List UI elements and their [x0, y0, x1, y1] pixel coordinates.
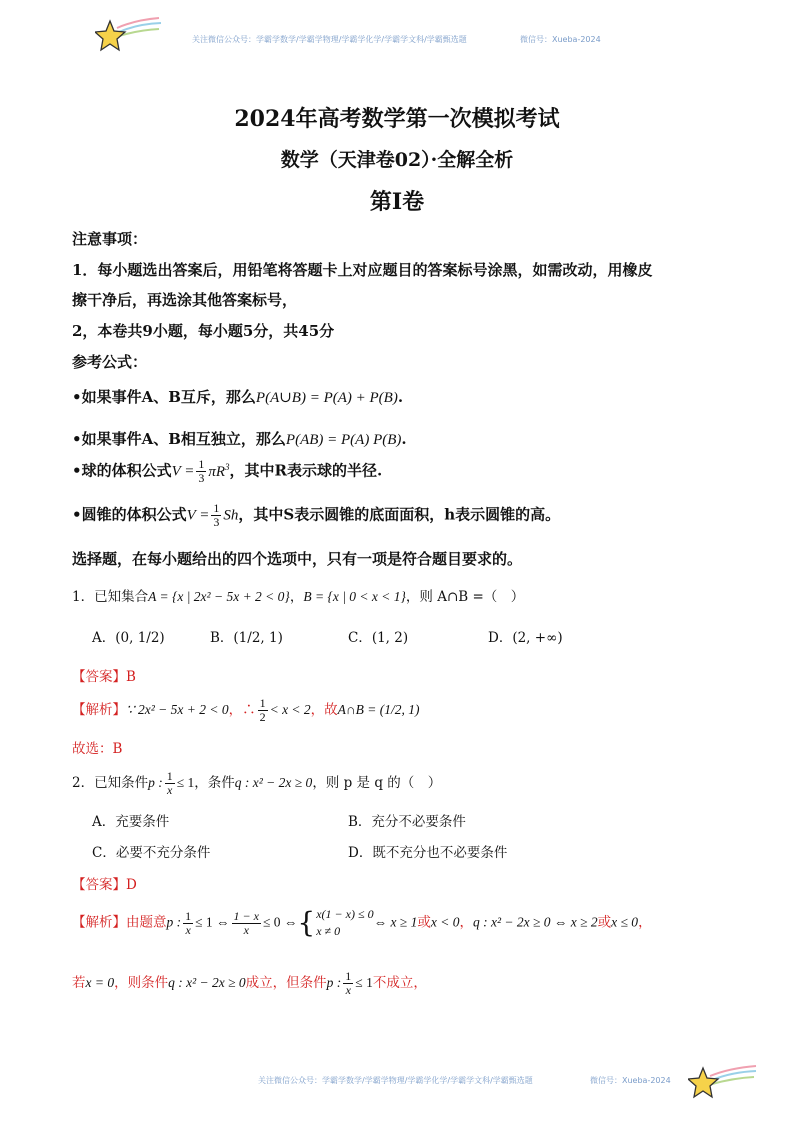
- header-promo-text: 关注微信公众号：学霸学数学/学霸学物理/学霸学化学/学霸学文科/学霸甄选题: [192, 35, 467, 44]
- q1-set-b: B = {x | 0 < x < 1}: [303, 589, 406, 604]
- q2-prefix: 2．已知条件: [72, 775, 149, 791]
- q1-answer: [72, 665, 136, 685]
- q2-analysis-end: ，: [638, 914, 652, 931]
- q2-analysis-c: q : x² − 2x ≥ 0 ⇔ x ≥ 2: [472, 914, 598, 930]
- q2-option-c: C．必要不充分条件: [92, 845, 211, 861]
- document-title: 2024年高考数学第一次模拟考试: [234, 106, 560, 132]
- formula-sphere-volume: •球的体积公式V = $\frac{1}{3}$ $\pi R^3$，其中R表示球的半径.: [72, 457, 383, 485]
- q2-option-a: A．充要条件: [92, 814, 170, 830]
- star-logo-bottom: [688, 1060, 760, 1100]
- q2-mid: ，条件: [194, 775, 235, 791]
- q1-set-a: A = {x | 2x² − 5x + 2 < 0}: [148, 589, 290, 604]
- q2-line2-cond-q: q : x² − 2x ≥ 0: [168, 975, 246, 990]
- formula-2-math: P(AB) = P(A) P(B): [285, 432, 402, 448]
- q1-analysis-result: A∩B = (1/2, 1): [337, 702, 420, 717]
- question-2-stem: 2．已知条件p : $\frac{1}{x}$ ≤ 1，条件q : x² − 2x ≥ 0，则 p 是 q 的（ ）: [72, 769, 442, 797]
- formula-4-suffix: ，其中S表示圆锥的底面面积，h表示圆锥的高。: [238, 505, 561, 524]
- q1-option-c: C．(1, 2): [348, 630, 409, 646]
- formula-2-text: •如果事件A、B相互独立，那么: [72, 430, 286, 448]
- formula-independent: •如果事件A、B相互独立，那么P(AB) = P(A) P(B).: [72, 430, 407, 448]
- q1-option-d: D．(2, +∞): [488, 630, 563, 646]
- formula-3-text: •球的体积公式: [72, 461, 172, 480]
- q2-answer-value: D: [126, 877, 137, 893]
- q2-line2-fails: 不成立，: [372, 975, 427, 991]
- q2-suffix: ，则 p 是 q 的（ ）: [312, 775, 442, 791]
- q2-line2-holds: 成立，但条件: [245, 975, 327, 991]
- q2-answer-tag: 【答案】: [72, 877, 126, 893]
- q1-analysis-tag: 【解析】: [72, 702, 126, 718]
- q2-option-b: B．充分不必要条件: [348, 814, 466, 830]
- notes-item-1: 1．每小题选出答案后，用铅笔将答题卡上对应题目的答案标号涂黑，如需改动，用橡皮: [72, 261, 653, 279]
- q2-analysis-b: x < 0: [430, 914, 460, 930]
- q1-analysis-therefore: ，∴: [228, 702, 256, 718]
- q1-option-a: A．(0, 1/2): [92, 630, 165, 646]
- q2-line2-then: ，则条件: [114, 975, 169, 991]
- q1-analysis-range: < x < 2: [269, 702, 311, 717]
- formula-1-math: P(A∪B) = P(A) + P(B): [255, 390, 398, 406]
- formulas-heading: 参考公式：: [72, 353, 148, 371]
- formula-1-text: •如果事件A、B互斥，那么: [72, 388, 256, 406]
- q1-suffix: ，则 A∩B =（ ）: [405, 589, 525, 605]
- q1-prefix: 1．已知集合: [72, 589, 149, 605]
- notes-heading: 注意事项：: [72, 230, 148, 248]
- q2-analysis-or-1: 或: [417, 914, 431, 931]
- footer-wechat-id: 微信号：Xueba-2024: [590, 1076, 671, 1085]
- section-intro: 选择题，在每小题给出的四个选项中，只有一项是符合题目要求的。: [72, 550, 523, 568]
- q2-analysis-line-2: 若x = 0，则条件q : x² − 2x ≥ 0成立，但条件p : $\frac{1}{x}$ ≤ 1不成立，: [72, 969, 427, 997]
- q2-analysis-or-2: 或: [597, 914, 612, 931]
- star-logo-top: [95, 14, 165, 56]
- q2-line2-x0: x = 0: [85, 975, 115, 990]
- q2-analysis: 【解析】由题意p : $\frac{1}{x}$ ≤ 1 ⇔ $\frac{1 - x}{x}$ ≤ 0 ⇔{ x(1 − x) ≤ 0 x ≠ 0 ⇔ x ≥ 1或x < 0，q : x² − 2x ≥ 0 ⇔ x ≥ 2或x ≤ 0，: [72, 906, 652, 939]
- q1-sep: ，: [289, 589, 304, 605]
- q2-line2-if: 若: [72, 975, 86, 991]
- q1-option-b: B．(1/2, 1): [210, 630, 283, 646]
- document-subtitle: 数学（天津卷02）·全解全析: [280, 149, 514, 171]
- q2-analysis-intro: 由题意: [126, 914, 167, 931]
- formula-3-suffix: ，其中R表示球的半径.: [229, 461, 383, 480]
- volume-title: 第I卷: [369, 189, 425, 215]
- q1-answer-value: B: [126, 669, 136, 685]
- q1-conclusion: 故选：B: [72, 741, 123, 757]
- q2-analysis-tag: 【解析】: [72, 914, 126, 931]
- notes-item-1-cont: 擦干净后，再选涂其他答案标号，: [72, 291, 298, 309]
- formula-4-text: •圆锥的体积公式: [72, 505, 187, 524]
- header-wechat-id: 微信号：Xueba-2024: [520, 35, 601, 44]
- question-1-stem: [72, 585, 524, 605]
- q2-option-d: D．既不充分也不必要条件: [348, 845, 508, 861]
- q1-analysis-so: ，故: [310, 702, 338, 718]
- q1-answer-tag: 【答案】: [72, 669, 126, 685]
- notes-item-2: 2，本卷共9小题，每小题5分，共45分: [72, 322, 335, 340]
- q1-analysis-ineq: ∵ 2x² − 5x + 2 < 0: [126, 702, 229, 717]
- q2-answer: [72, 873, 137, 893]
- footer-promo-text: 关注微信公众号：学霸学数学/学霸学物理/学霸学化学/学霸学文科/学霸甄选题: [258, 1076, 533, 1085]
- q2-analysis-sep: ，: [459, 914, 473, 931]
- q2-analysis-a: ⇔ x ≥ 1: [373, 914, 418, 930]
- q1-analysis: 【解析】∵ 2x² − 5x + 2 < 0，∴ $\frac{1}{2}$ < x < 2，故A∩B = (1/2, 1): [72, 696, 420, 724]
- formula-cone-volume: •圆锥的体积公式V = $\frac{1}{3}$ Sh，其中S表示圆锥的底面面积，h表示圆锥的高。: [72, 501, 561, 529]
- q2-cond-q: q : x² − 2x ≥ 0: [234, 775, 313, 790]
- q2-analysis-d: x ≤ 0: [611, 914, 639, 930]
- formula-mutually-exclusive: •如果事件A、B互斥，那么P(A∪B) = P(A) + P(B).: [72, 388, 404, 406]
